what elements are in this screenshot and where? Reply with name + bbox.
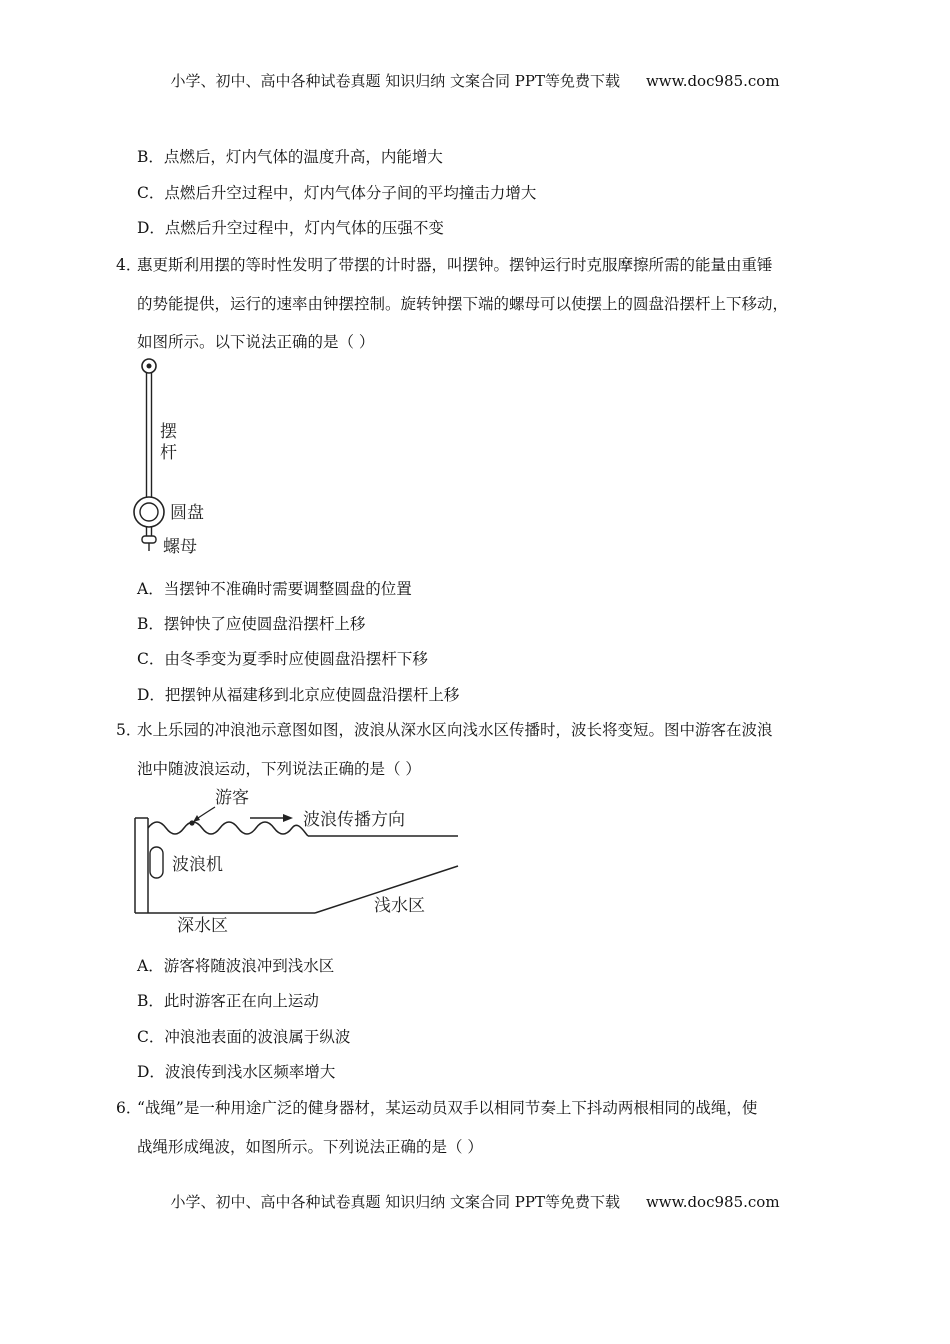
q5-option-c: C．冲浪池表面的波浪属于纵波 xyxy=(137,1028,351,1046)
label-wave-machine: 波浪机 xyxy=(172,855,223,875)
page-footer xyxy=(0,1191,950,1212)
page-header xyxy=(0,70,950,91)
header-text: 小学、初中、高中各种试卷真题 知识归纳 文案合同 PPT等免费下载 xyxy=(170,72,620,90)
q4-line-3: 如图所示。以下说法正确的是（ ） xyxy=(137,333,375,351)
top-pivot xyxy=(147,364,152,369)
label-rod-2: 杆 xyxy=(160,443,177,463)
q6-number: 6． xyxy=(116,1099,142,1117)
wave-pool-figure xyxy=(125,780,470,940)
pendulum-figure xyxy=(120,355,230,560)
nut-shape xyxy=(142,536,156,543)
label-tourist: 游客 xyxy=(215,788,249,808)
label-shallow-zone: 浅水区 xyxy=(374,896,425,916)
q4-option-a: A．当摆钟不准确时需要调整圆盘的位置 xyxy=(137,580,412,598)
q3-option-c: C．点燃后升空过程中，灯内气体分子间的平均撞击力增大 xyxy=(137,184,537,202)
q4-line-1: 惠更斯利用摆的等时性发明了带摆的计时器，叫摆钟。摆钟运行时克服摩擦所需的能量由重锤 xyxy=(137,256,773,274)
header-url: www.doc985.com xyxy=(645,72,780,90)
q5-option-b: B．此时游客正在向上运动 xyxy=(137,992,319,1010)
q4-line-2: 的势能提供，运行的速率由钟摆控制。旋转钟摆下端的螺母可以使摆上的圆盘沿摆杆上下移动， xyxy=(137,295,789,313)
q6-line-2: 战绳形成绳波，如图所示。下列说法正确的是（ ） xyxy=(137,1138,483,1156)
footer-url: www.doc985.com xyxy=(645,1193,780,1211)
label-rod-1: 摆 xyxy=(160,422,177,442)
q4-number: 4． xyxy=(116,256,142,274)
q3-option-d: D．点燃后升空过程中，灯内气体的压强不变 xyxy=(137,219,444,237)
tourist-pointer-arrowhead xyxy=(193,815,200,822)
q4-option-b: B．摆钟快了应使圆盘沿摆杆上移 xyxy=(137,615,366,633)
label-direction: 波浪传播方向 xyxy=(303,810,405,830)
wave-surface xyxy=(148,822,308,836)
q6-line-1: “战绳”是一种用途广泛的健身器材，某运动员双手以相同节奏上下抖动两根相同的战绳，使 xyxy=(137,1099,758,1117)
label-nut: 螺母 xyxy=(163,537,197,557)
disk-outer xyxy=(134,497,164,527)
q5-line-1: 水上乐园的冲浪池示意图如图，波浪从深水区向浅水区传播时，波长将变短。图中游客在波浪 xyxy=(137,721,773,739)
q4-option-d: D．把摆钟从福建移到北京应使圆盘沿摆杆上移 xyxy=(137,686,460,704)
q5-option-d: D．波浪传到浅水区频率增大 xyxy=(137,1063,336,1081)
q3-option-b: B．点燃后，灯内气体的温度升高，内能增大 xyxy=(137,148,443,166)
footer-text: 小学、初中、高中各种试卷真题 知识归纳 文案合同 PPT等免费下载 xyxy=(170,1193,620,1211)
q5-line-2: 池中随波浪运动，下列说法正确的是（ ） xyxy=(137,760,421,778)
label-disk: 圆盘 xyxy=(170,503,204,523)
q5-option-a: A．游客将随波浪冲到浅水区 xyxy=(137,957,335,975)
label-deep-zone: 深水区 xyxy=(177,916,228,936)
q4-option-c: C．由冬季变为夏季时应使圆盘沿摆杆下移 xyxy=(137,650,428,668)
q5-number: 5． xyxy=(116,721,142,739)
wave-machine-shape xyxy=(150,847,163,878)
direction-arrowhead xyxy=(283,814,293,822)
